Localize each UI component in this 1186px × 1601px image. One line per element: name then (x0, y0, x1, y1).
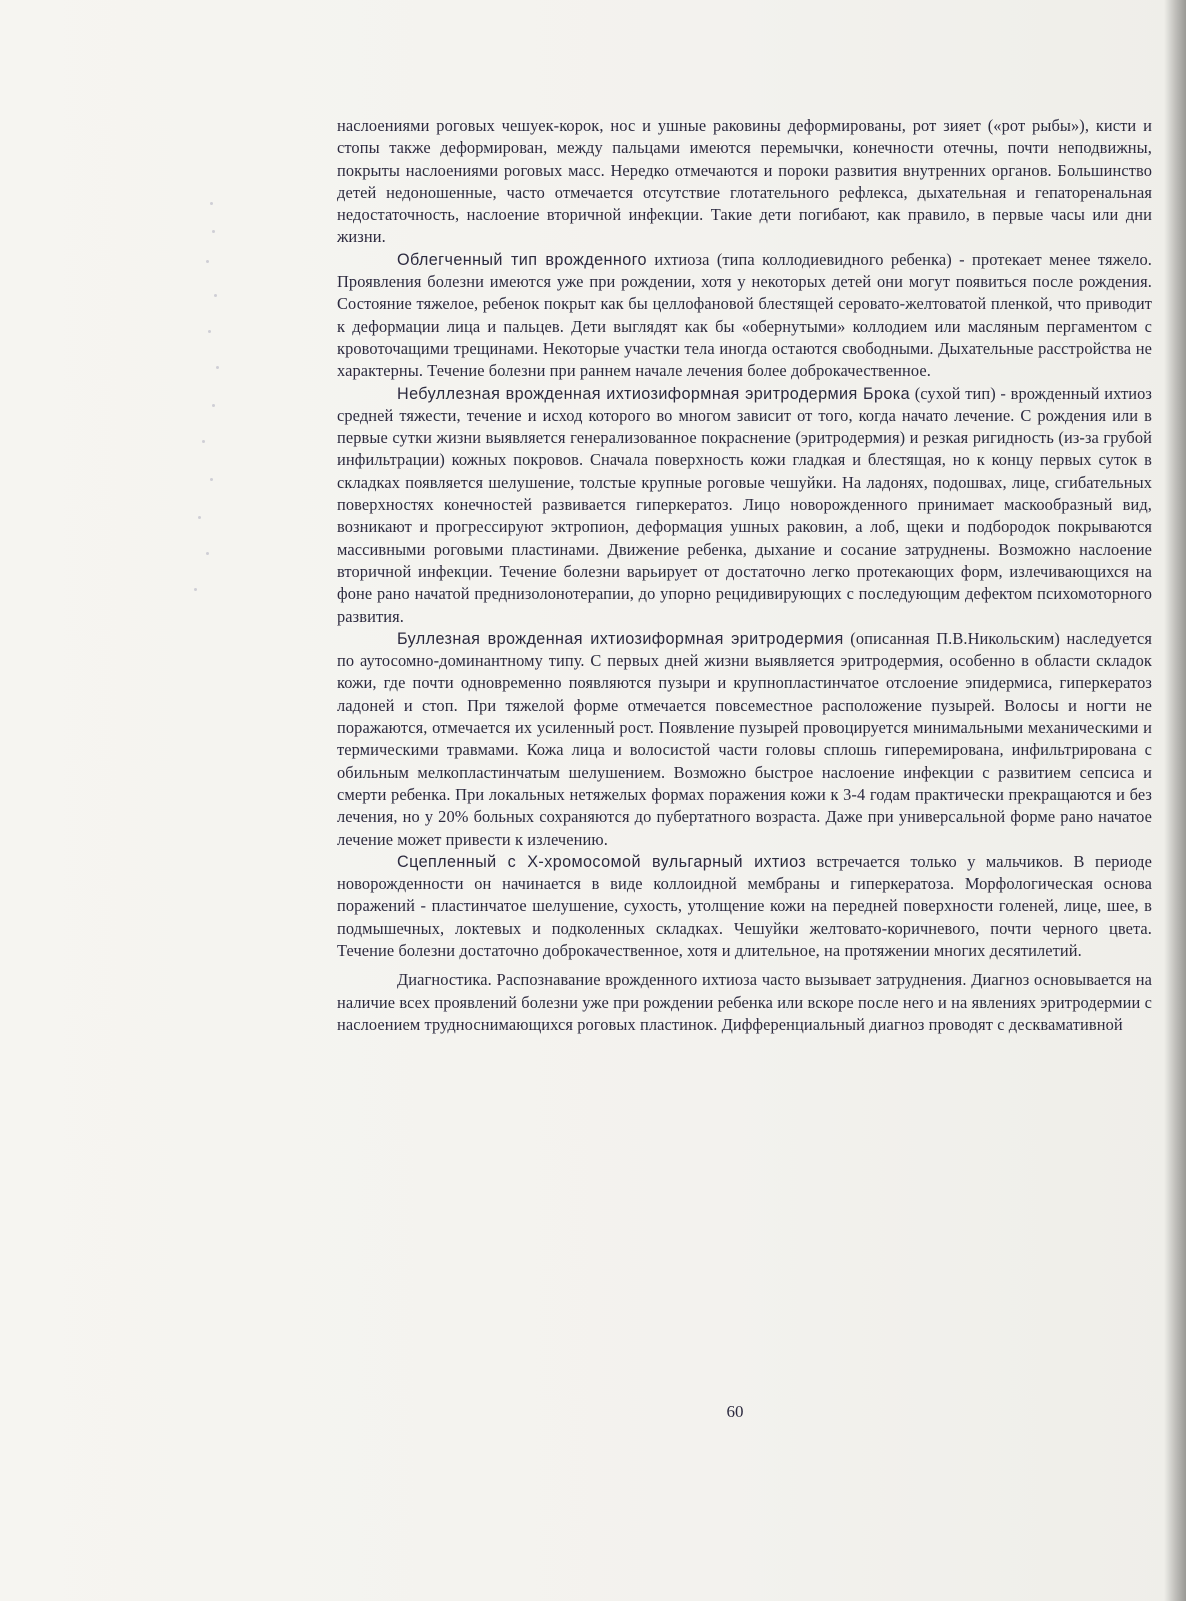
paragraph-text: ихтиоза (типа коллодиевидного ребенка) - протекает менее тяжело. Проявления болезни имеются уже при рождении, хотя у некоторых детей они могут появиться после рождения. Состояние тяжелое, ребенок покрыт как бы целлофановой блестящей серовато-желтоватой пленкой, что приводит к деформации лица и пальцев. Дети выглядят как бы «обернутыми» коллодием или масляным пергаментом с кровоточащими трещинами. Некоторые участки тела иногда остаются свободными. Дыхательные расстройства не характерны. Течение болезни при раннем начале лечения более доброкачественное. (337, 249, 1152, 381)
paragraph-x-linked (337, 851, 1152, 962)
paragraph-intro (337, 115, 1152, 249)
paragraph-light-type (337, 249, 1152, 383)
paragraph-text: Диагностика. Распознавание врожденного ихтиоза часто вызывает затруднения. Диагноз основывается на наличие всех проявлений болезни уже при рождении ребенка или вскоре после него и на явлениях эритродермии с наслоением трудноснимающихся роговых пластинок. Дифференциальный диагноз проводят с десквамативной (337, 970, 1152, 1034)
bleed-through-marks (172, 190, 242, 610)
paragraph-diagnostics (337, 969, 1152, 1036)
term-heading: Облегченный тип врожденного (397, 250, 647, 269)
page-body (337, 115, 1152, 1036)
term-heading: Сцепленный с Х-хромосомой вульгарный ихтиоз (397, 852, 807, 871)
paragraph-bullous (337, 628, 1152, 851)
paragraph-text: встречается только у мальчиков. В периоде новорожденности он начинается в виде коллоидной мембраны и гиперкератоза. Морфологическая основа поражений - пластинчатое шелушение, сухость, утолщение кожи на передней поверхности голеней, лице, шее, в подмышечных, локтевых и подколенных складках. Чешуйки желтовато-коричневого, почти черного цвета. Течение болезни достаточно доброкачественное, хотя и длительное, на протяжении многих десятилетий. (337, 851, 1153, 960)
page-edge-shadow (1164, 0, 1186, 1601)
term-heading: Буллезная врожденная ихтиозиформная эритродермия (397, 629, 844, 648)
paragraph-text: наслоениями роговых чешуек-корок, нос и ушные раковины деформированы, рот зияет («рот рыбы»), кисти и стопы также деформирован, между пальцами имеются перемычки, конечности отечны, почти неподвижны, покрыты наслоениями роговых масс. Нередко отмечаются и пороки развития внутренних органов. Большинство детей недоношенные, часто отмечается отсутствие глотательного рефлекса, дыхательная и гепаторенальная недостаточность, наслоение вторичной инфекции. Такие дети погибают, как правило, в первые часы или дни жизни. (337, 116, 1152, 247)
term-heading: Небуллезная врожденная ихтиозиформная эритродермия Брока (397, 384, 911, 403)
paragraph-nonbullous (337, 383, 1152, 628)
paragraph-text: (сухой тип) - врожденный ихтиоз средней тяжести, течение и исход которого во многом зависит от того, когда начато лечение. С рождения или в первые сутки жизни выявляется генерализованное покраснение (эритродермия) и резкая ригидность (из-за грубой инфильтрации) кожных покровов. Сначала поверхность кожи гладкая и блестящая, но к концу первых суток в складках появляется шелушение, толстые крупные роговые чешуйки. На ладонях, подошвах, лице, сгибательных поверхностях конечностей развивается гиперкератоз. Лицо новорожденного принимает маскообразный вид, возникают и прогрессируют эктропион, деформация ушных раковин, а лоб, щеки и подбородок покрываются массивными роговыми пластинами. Движение ребенка, дыхание и сосание затруднены. Возможно наслоение вторичной инфекции. Течение болезни варьирует от достаточно легко протекающих форм, излечивающихся на фоне рано начатой преднизолонотерапии, до упорно рецидивирующих с последующим дефектом психомоторного развития. (337, 383, 1152, 626)
page-number: 60 (726, 1402, 744, 1421)
paragraph-text: (описанная П.В.Никольским) наследуется по аутосомно-доминантному типу. С первых дней жизни выявляется эритродермия, особенно в области складок кожи, где почти одновременно появляются пузыри и крупнопластинчатое отслоение эпидермиса, гиперкератоз ладоней и стоп. При тяжелой форме отмечается повсеместное расположение пузырей. Волосы и ногти не поражаются, отмечается их усиленный рост. Появление пузырей провоцируется минимальными механическими и термическими травмами. Кожа лица и волосистой части головы сплошь гиперемирована, инфильтрирована с обильным мелкопластинчатым шелушением. Возможно быстрое наслоение инфекции с развитием сепсиса и смерти ребенка. При локальных нетяжелых формах поражения кожи к 3-4 годам практически прекращаются и без лечения, но у 20% больных сохраняются до пубертатного возраста. Даже при универсальной форме рано начатое лечение может привести к излечению. (337, 628, 1152, 849)
